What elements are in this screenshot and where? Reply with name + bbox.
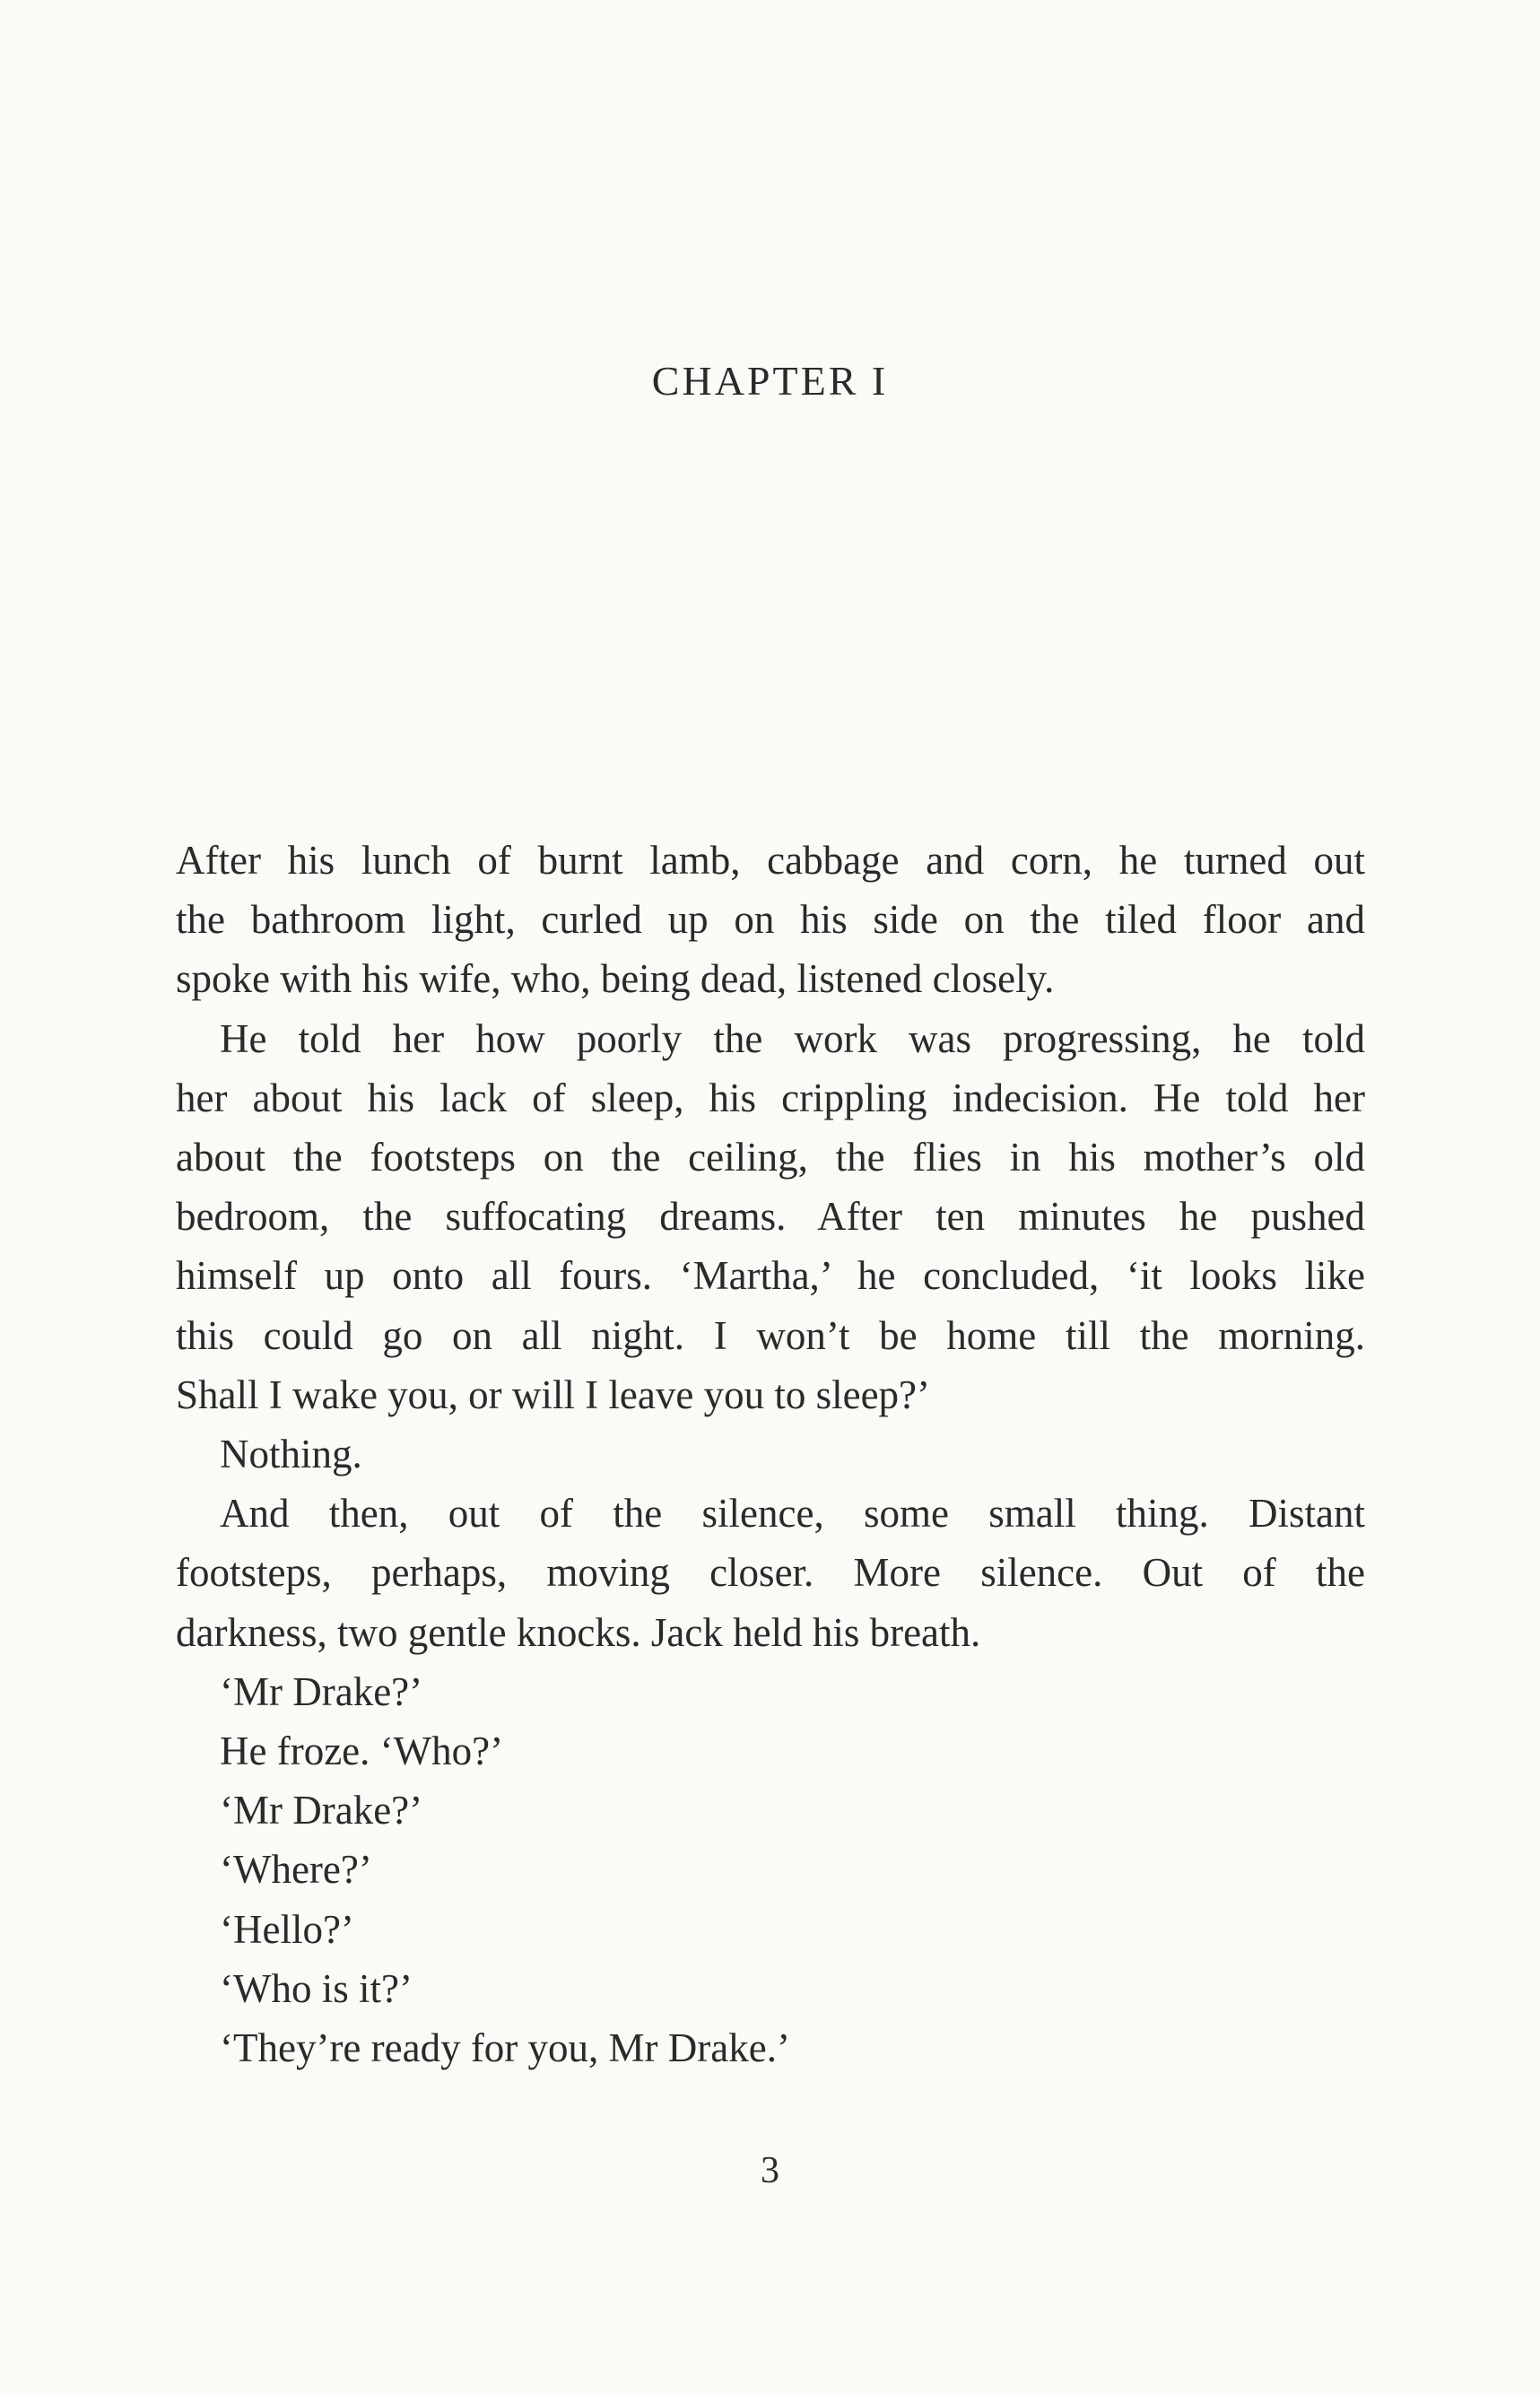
text-line: ‘Mr Drake?’ [220, 1668, 423, 1714]
dialogue-line [176, 2018, 1365, 2077]
text-line: He froze. ‘Who?’ [220, 1729, 504, 1774]
text-line: darkness, two gentle knocks. Jack held his breath. [176, 1609, 981, 1655]
paragraph-1 [176, 831, 1365, 1009]
text-line: the bathroom light, curled up on his side on the tiled floor and [176, 897, 1365, 943]
text-line: ‘They’re ready for you, Mr Drake.’ [220, 2025, 790, 2071]
paragraph-3 [176, 1424, 1365, 1484]
dialogue-line [176, 1900, 1365, 1959]
text-line: this could go on all night. I won’t be home till the morning. [176, 1312, 1365, 1358]
dialogue-line [176, 1959, 1365, 2018]
chapter-heading: CHAPTER I [651, 358, 889, 404]
text-line: bedroom, the suffocating dreams. After ten minutes he pushed [176, 1194, 1365, 1240]
text-line: about the footsteps on the ceiling, the flies in his mother’s old [176, 1135, 1365, 1180]
dialogue-line [176, 1721, 1365, 1781]
text-line: After his lunch of burnt lamb, cabbage and corn, he turned out [176, 838, 1365, 883]
text-line: ‘Hello?’ [220, 1906, 354, 1952]
dialogue-line [176, 1781, 1365, 1840]
chapter-body [176, 831, 1365, 2077]
paragraph-2 [176, 1009, 1365, 1424]
page-number: 3 [761, 2150, 779, 2191]
dialogue-line [176, 1662, 1365, 1721]
text-line: himself up onto all fours. ‘Martha,’ he concluded, ‘it looks like [176, 1253, 1365, 1299]
text-line: Shall I wake you, or will I leave you to sleep?’ [176, 1372, 931, 1417]
text-line: ‘Who is it?’ [220, 1965, 413, 2011]
text-line: spoke with his wife, who, being dead, listened closely. [176, 956, 1055, 1002]
paragraph-4 [176, 1484, 1365, 1662]
text-line: footsteps, perhaps, moving closer. More silence. Out of the [176, 1550, 1365, 1596]
text-line: her about his lack of sleep, his crippling indecision. He told her [176, 1075, 1365, 1120]
dialogue-line [176, 1840, 1365, 1899]
text-line: Nothing. [220, 1432, 362, 1477]
text-line: ‘Where?’ [220, 1847, 372, 1893]
text-line: And then, out of the silence, some small thing. Distant [220, 1491, 1365, 1537]
text-line: He told her how poorly the work was progressing, he told [220, 1015, 1365, 1061]
text-line: ‘Mr Drake?’ [220, 1788, 423, 1833]
